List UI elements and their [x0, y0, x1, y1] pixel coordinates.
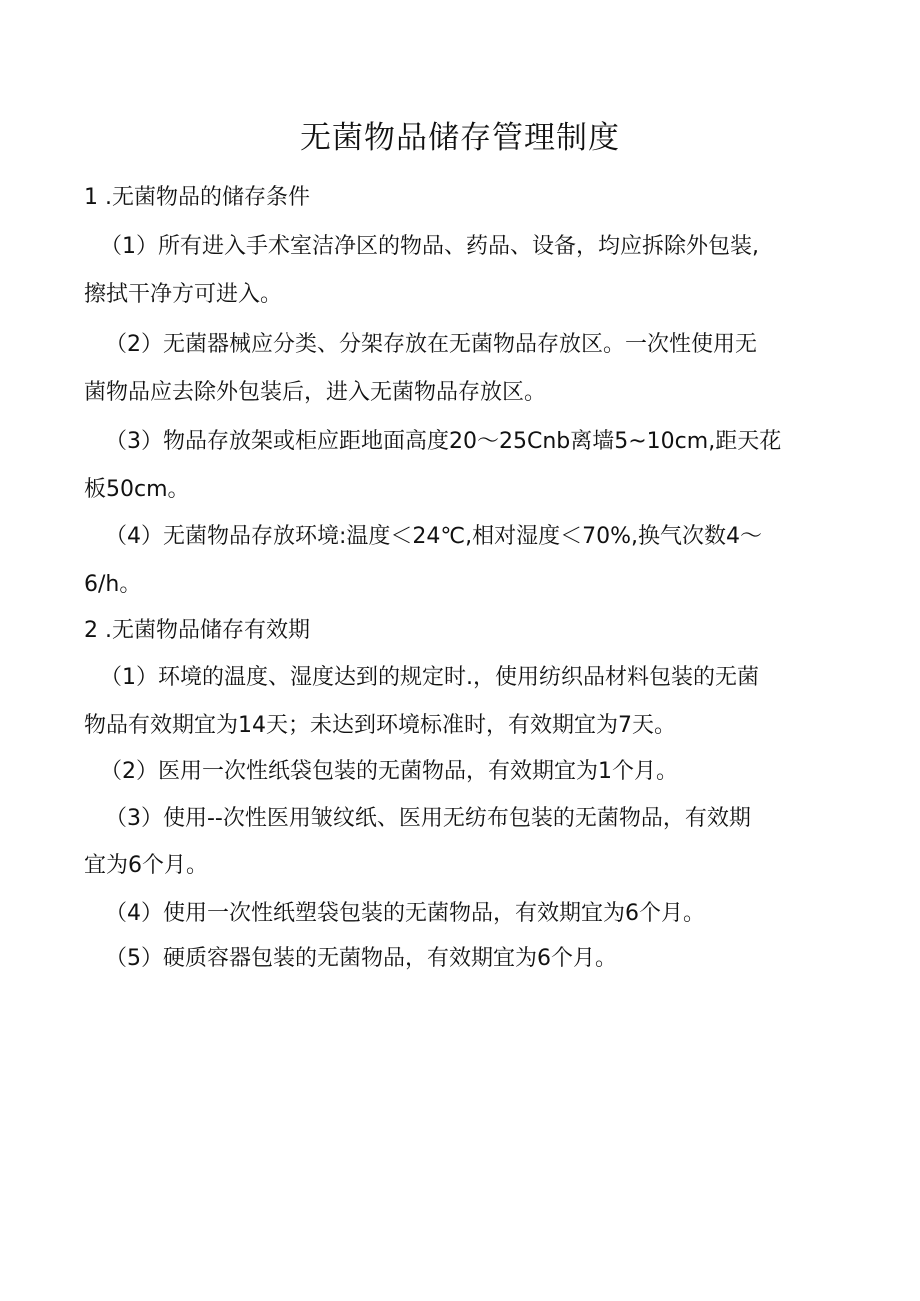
validity-item-4-line-1: （4）使用一次性纸塑袋包装的无菌物品，有效期宜为6个月。 [105, 901, 705, 926]
document-title: 无菌物品储存管理制度 [300, 120, 620, 156]
validity-item-2-line-1: （2）医用一次性纸袋包装的无菌物品，有效期宜为1个月。 [100, 759, 678, 784]
validity-item-3-line-1: （3）使用--次性医用皱纹纸、医用无纺布包装的无菌物品，有效期 [105, 806, 751, 831]
storage-condition-2-line-2: 菌物品应去除外包装后，进入无菌物品存放区。 [84, 380, 547, 405]
section-heading-validity-period: 2 .无菌物品储存有效期 [84, 618, 310, 643]
storage-condition-2-line-1: （2）无菌器械应分类、分架存放在无菌物品存放区。一次性使用无 [105, 332, 757, 357]
storage-condition-1-line-1: （1）所有进入手术室洁净区的物品、药品、设备，均应拆除外包装, [100, 234, 759, 259]
storage-condition-3-line-1: （3）物品存放架或柜应距地面高度20～25Cnb离墙5~10cm,距天花 [105, 429, 782, 454]
storage-condition-1-line-2: 擦拭干净方可进入。 [84, 282, 283, 307]
storage-condition-4-line-1: （4）无菌物品存放环境:温度＜24℃,相对湿度＜70%,换气次数4～ [105, 524, 762, 549]
validity-item-1-line-2: 物品有效期宜为14天；未达到环境标准时，有效期宜为7天。 [84, 713, 676, 738]
storage-condition-4-line-2: 6/h。 [84, 572, 142, 597]
storage-condition-3-line-2: 板50cm。 [84, 477, 190, 502]
validity-item-5-line-1: （5）硬质容器包装的无菌物品，有效期宜为6个月。 [105, 946, 617, 971]
section-heading-storage-conditions: 1 .无菌物品的储存条件 [84, 185, 310, 210]
validity-item-3-line-2: 宜为6个月。 [84, 853, 208, 878]
validity-item-1-line-1: （1）环境的温度、湿度达到的规定时.，使用纺织品材料包装的无菌 [100, 665, 759, 690]
